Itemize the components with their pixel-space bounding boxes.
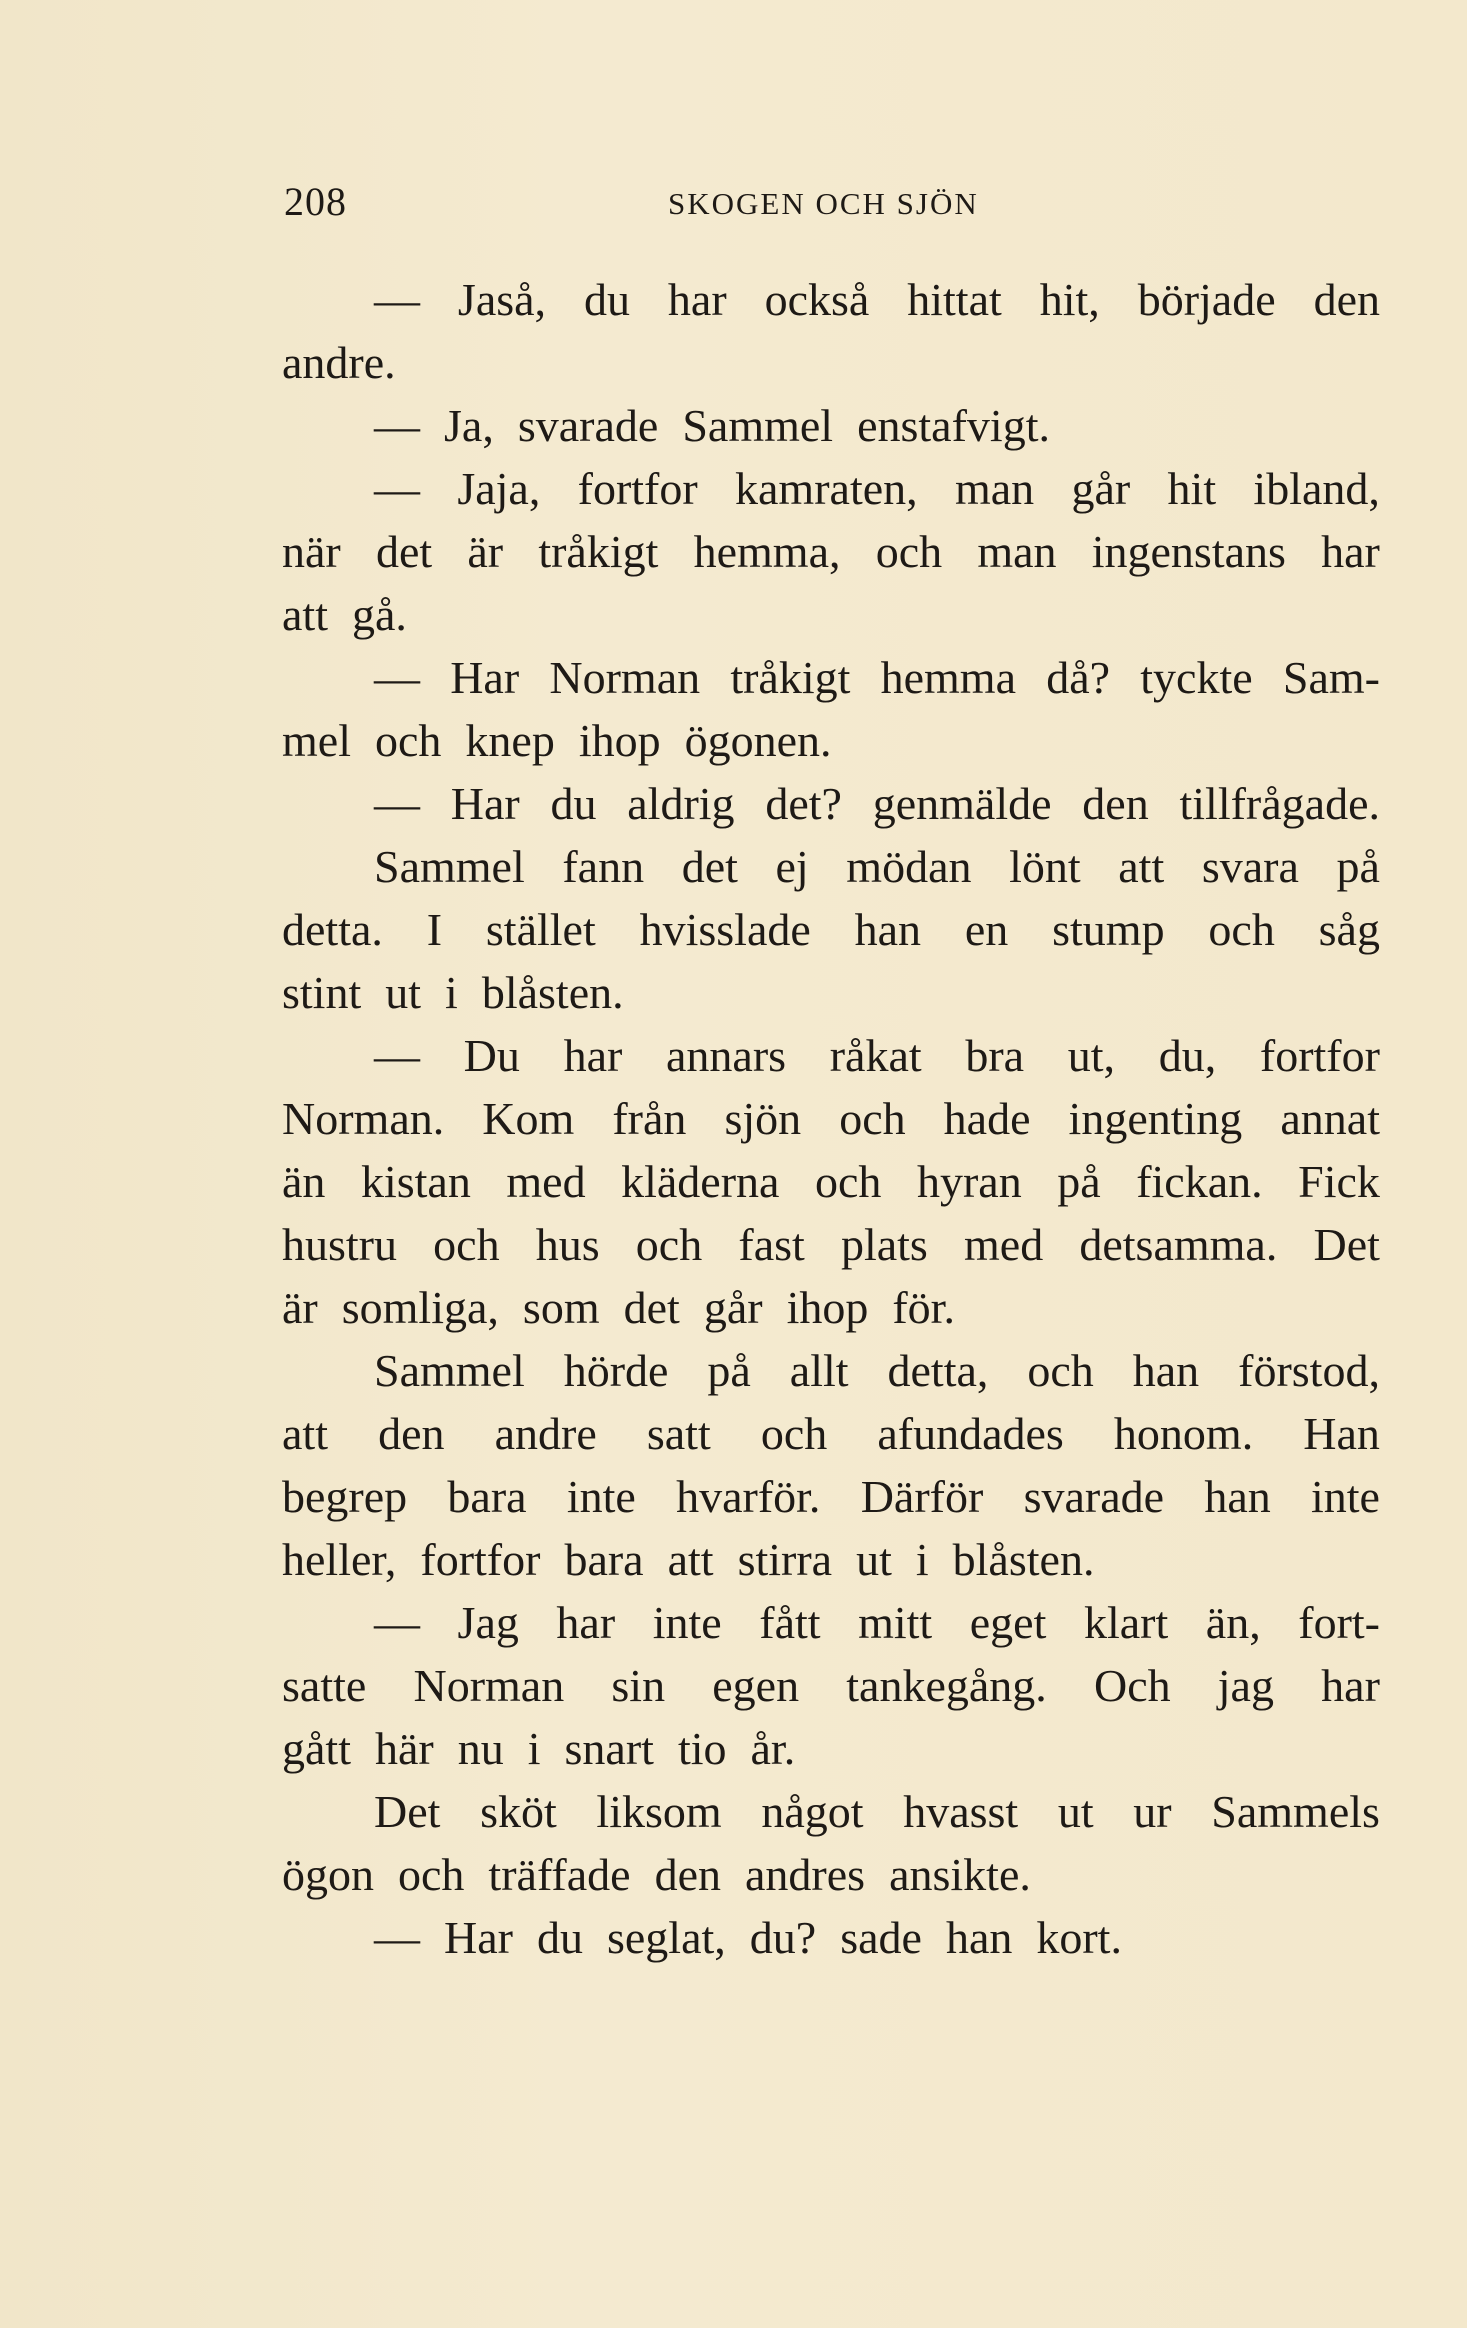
word: eget (969, 1597, 1047, 1648)
word: heller, (282, 1534, 397, 1585)
word: Du (463, 1030, 520, 1081)
text-line (282, 1528, 1380, 1591)
word: fortfor (420, 1534, 541, 1585)
word: hörde (563, 1345, 669, 1396)
word: bara (447, 1471, 527, 1522)
word: inte (566, 1471, 636, 1522)
word: har (667, 274, 727, 325)
word: den (1082, 778, 1149, 829)
word: stint (282, 967, 362, 1018)
word: ut (385, 967, 422, 1018)
word: har (556, 1597, 616, 1648)
word: detsamma. (1079, 1219, 1278, 1270)
word: du (550, 778, 597, 829)
word: ögonen. (684, 715, 832, 766)
word: med (506, 1156, 586, 1207)
word: från (612, 1093, 687, 1144)
word: ihop (786, 1282, 869, 1333)
word: i (445, 967, 458, 1018)
word: fått (759, 1597, 821, 1648)
word: egen (712, 1660, 800, 1711)
word: tillfrågade. (1179, 778, 1380, 829)
word: aldrig (627, 778, 735, 829)
text-line (282, 394, 1380, 457)
word: fickan. (1136, 1156, 1263, 1207)
word: är (467, 526, 504, 577)
page-number: 208 (284, 179, 347, 224)
word: fortfor (577, 463, 698, 514)
word: kamraten, (735, 463, 918, 514)
word: du (536, 1912, 583, 1963)
word: Har (450, 652, 520, 703)
word: Jaja, (457, 463, 541, 514)
word: och (433, 1219, 500, 1270)
word: ut (856, 1534, 892, 1585)
word: fann (562, 841, 645, 892)
word: hit (1167, 463, 1217, 514)
word: än, (1205, 1597, 1261, 1648)
word: hvisslade (639, 904, 811, 955)
word: också (764, 274, 870, 325)
word: — (374, 1912, 420, 1963)
word: annars (666, 1030, 787, 1081)
word: hemma, (693, 526, 841, 577)
word: träffade (488, 1849, 631, 1900)
word: — (374, 463, 420, 514)
word: gått (282, 1723, 351, 1774)
word: Sammel (374, 1345, 525, 1396)
word: stirra (737, 1534, 833, 1585)
word: när (282, 526, 341, 577)
word: och (1027, 1345, 1094, 1396)
word: hittat (907, 274, 1002, 325)
text-line (282, 898, 1380, 961)
word: man (977, 526, 1057, 577)
word: den (654, 1849, 721, 1900)
word: ut (1057, 1786, 1094, 1837)
text-line (282, 457, 1380, 520)
word: andres (745, 1849, 866, 1900)
word: har (563, 1030, 623, 1081)
word: Norman (413, 1660, 565, 1711)
word: fort- (1298, 1597, 1380, 1648)
word: svarade (1023, 1471, 1165, 1522)
word: knep (465, 715, 555, 766)
word: såg (1318, 904, 1380, 955)
body-text (282, 268, 1380, 1969)
word: svara (1201, 841, 1299, 892)
word: ihop (578, 715, 661, 766)
text-line (282, 1024, 1380, 1087)
word: tråkigt (538, 526, 659, 577)
word: att (1118, 841, 1165, 892)
word: Fick (1298, 1156, 1380, 1207)
word: satt (646, 1408, 711, 1459)
word: seglat, (606, 1912, 726, 1963)
word: Sammel (374, 841, 525, 892)
word: Jaså, (457, 274, 547, 325)
word: ingenstans (1091, 526, 1286, 577)
word: Jag (457, 1597, 519, 1648)
word: ingenting (1068, 1093, 1243, 1144)
text-line (282, 520, 1380, 583)
word: den (378, 1408, 445, 1459)
text-line (282, 709, 1380, 772)
text-line (282, 1087, 1380, 1150)
word: snart (564, 1723, 654, 1774)
word: bra (965, 1030, 1025, 1081)
word: — (374, 274, 420, 325)
word: sköt (480, 1786, 557, 1837)
word: du (583, 274, 630, 325)
word: andre (494, 1408, 597, 1459)
word: hus (535, 1219, 600, 1270)
word: här (374, 1723, 434, 1774)
text-line (282, 1843, 1380, 1906)
word: lönt (1009, 841, 1081, 892)
word: och (1208, 904, 1275, 955)
word: stump (1052, 904, 1165, 955)
word: har (1321, 1660, 1380, 1711)
text-line (282, 331, 1380, 394)
word: år. (750, 1723, 796, 1774)
word: enstafvigt. (857, 400, 1050, 451)
text-line (282, 1654, 1380, 1717)
text-line (282, 646, 1380, 709)
word: stället (485, 904, 596, 955)
word: genmälde (872, 778, 1052, 829)
word: hit, (1039, 274, 1100, 325)
word: kistan (360, 1156, 471, 1207)
word: tankegång. (846, 1660, 1047, 1711)
word: ej (775, 841, 809, 892)
text-line (282, 835, 1380, 898)
word: tio (677, 1723, 727, 1774)
word: kort. (1036, 1912, 1122, 1963)
word: började (1137, 274, 1276, 325)
word: andre. (282, 337, 396, 388)
word: ut, (1067, 1030, 1116, 1081)
word: nu (457, 1723, 504, 1774)
word: inte (652, 1597, 722, 1648)
word: blåsten. (481, 967, 624, 1018)
word: sin (611, 1660, 666, 1711)
word: i (915, 1534, 929, 1585)
word: plats (840, 1219, 928, 1270)
word: Kom (482, 1093, 575, 1144)
word: sjön (724, 1093, 802, 1144)
word: Sammels (1211, 1786, 1380, 1837)
word: och (839, 1093, 906, 1144)
word: han (945, 1912, 1013, 1963)
word: satte (282, 1660, 367, 1711)
text-line (282, 1780, 1380, 1843)
word: Norman (549, 652, 701, 703)
word: han (1132, 1345, 1200, 1396)
word: på (1336, 841, 1380, 892)
word: jag (1217, 1660, 1274, 1711)
word: Det (1313, 1219, 1380, 1270)
text-line (282, 1276, 1380, 1339)
word: liksom (596, 1786, 722, 1837)
word: han (1204, 1471, 1271, 1522)
word: Sam- (1282, 652, 1380, 703)
word: afundades (877, 1408, 1064, 1459)
word: Han (1303, 1408, 1380, 1459)
word: hustru (282, 1219, 397, 1270)
word: att (667, 1534, 714, 1585)
word: det (375, 526, 433, 577)
word: mödan (846, 841, 972, 892)
word: ibland, (1253, 463, 1380, 514)
word: man (954, 463, 1035, 514)
running-title: SKOGEN OCH SJÖN (668, 186, 979, 221)
text-line (282, 583, 1380, 646)
word: han (854, 904, 922, 955)
word: tråkigt (730, 652, 851, 703)
word: Och (1093, 1660, 1171, 1711)
word: Har (450, 778, 520, 829)
text-line (282, 1906, 1380, 1969)
word: hvasst (903, 1786, 1019, 1837)
word: och (875, 526, 943, 577)
word: än (282, 1156, 326, 1207)
text-line (282, 1339, 1380, 1402)
text-line (282, 1591, 1380, 1654)
word: att (282, 1408, 328, 1459)
word: honom. (1113, 1408, 1254, 1459)
text-line (282, 772, 1380, 835)
word: på (1057, 1156, 1101, 1207)
word: — (374, 778, 420, 829)
word: begrep (282, 1471, 408, 1522)
word: sade (840, 1912, 922, 1963)
word: Det (374, 1786, 441, 1837)
word: gå. (351, 589, 407, 640)
word: allt (789, 1345, 849, 1396)
word: det (681, 841, 738, 892)
word: Norman. (282, 1093, 445, 1144)
word: fast (738, 1219, 805, 1270)
word: — (374, 400, 420, 451)
text-line (282, 1465, 1380, 1528)
word: du? (749, 1912, 817, 1963)
word: — (374, 1030, 420, 1081)
word: ur (1133, 1786, 1172, 1837)
text-line (282, 961, 1380, 1024)
word: på (707, 1345, 751, 1396)
word: och (760, 1408, 828, 1459)
text-line (282, 268, 1380, 331)
word: hvarför. (676, 1471, 821, 1522)
word: Sammel (682, 400, 834, 451)
text-line (282, 1213, 1380, 1276)
word: mitt (858, 1597, 933, 1648)
word: — (374, 652, 420, 703)
text-line (282, 1717, 1380, 1780)
word: det? (765, 778, 842, 829)
text-line (282, 1150, 1380, 1213)
text-line (282, 1402, 1380, 1465)
word: bara (564, 1534, 644, 1585)
word: förstod, (1238, 1345, 1380, 1396)
word: tyckte (1140, 652, 1253, 703)
word: mel (282, 715, 351, 766)
word: råkat (829, 1030, 922, 1081)
word: kläderna (621, 1156, 780, 1207)
word: att (282, 589, 328, 640)
word: annat (1280, 1093, 1380, 1144)
word: går (703, 1282, 763, 1333)
word: den (1313, 274, 1380, 325)
word: detta, (887, 1345, 989, 1396)
word: fortfor (1259, 1030, 1380, 1081)
word: Ja, (444, 400, 494, 451)
word: somliga, (341, 1282, 499, 1333)
word: hemma (880, 652, 1017, 703)
page-header (284, 178, 1380, 228)
word: du, (1158, 1030, 1217, 1081)
word: och (398, 1849, 465, 1900)
word: svarade (517, 400, 659, 451)
word: detta. (282, 904, 383, 955)
word: då? (1046, 652, 1111, 703)
word: blåsten. (952, 1534, 1095, 1585)
word: i (527, 1723, 541, 1774)
word: hyran (916, 1156, 1022, 1207)
word: med (964, 1219, 1044, 1270)
word: något (761, 1786, 864, 1837)
word: hade (943, 1093, 1031, 1144)
word: är (282, 1282, 318, 1333)
word: Därför (860, 1471, 984, 1522)
word: I (426, 904, 443, 955)
word: ansikte. (889, 1849, 1031, 1900)
word: går (1071, 463, 1131, 514)
word: som (522, 1282, 600, 1333)
word: inte (1311, 1471, 1380, 1522)
word: Har (444, 1912, 513, 1963)
word: klart (1083, 1597, 1169, 1648)
word: och (635, 1219, 703, 1270)
word: och (815, 1156, 882, 1207)
word: det (623, 1282, 680, 1333)
word: har (1321, 526, 1380, 577)
word: ögon (282, 1849, 374, 1900)
word: en (964, 904, 1009, 955)
word: för. (892, 1282, 955, 1333)
word: och (374, 715, 442, 766)
word: — (374, 1597, 420, 1648)
